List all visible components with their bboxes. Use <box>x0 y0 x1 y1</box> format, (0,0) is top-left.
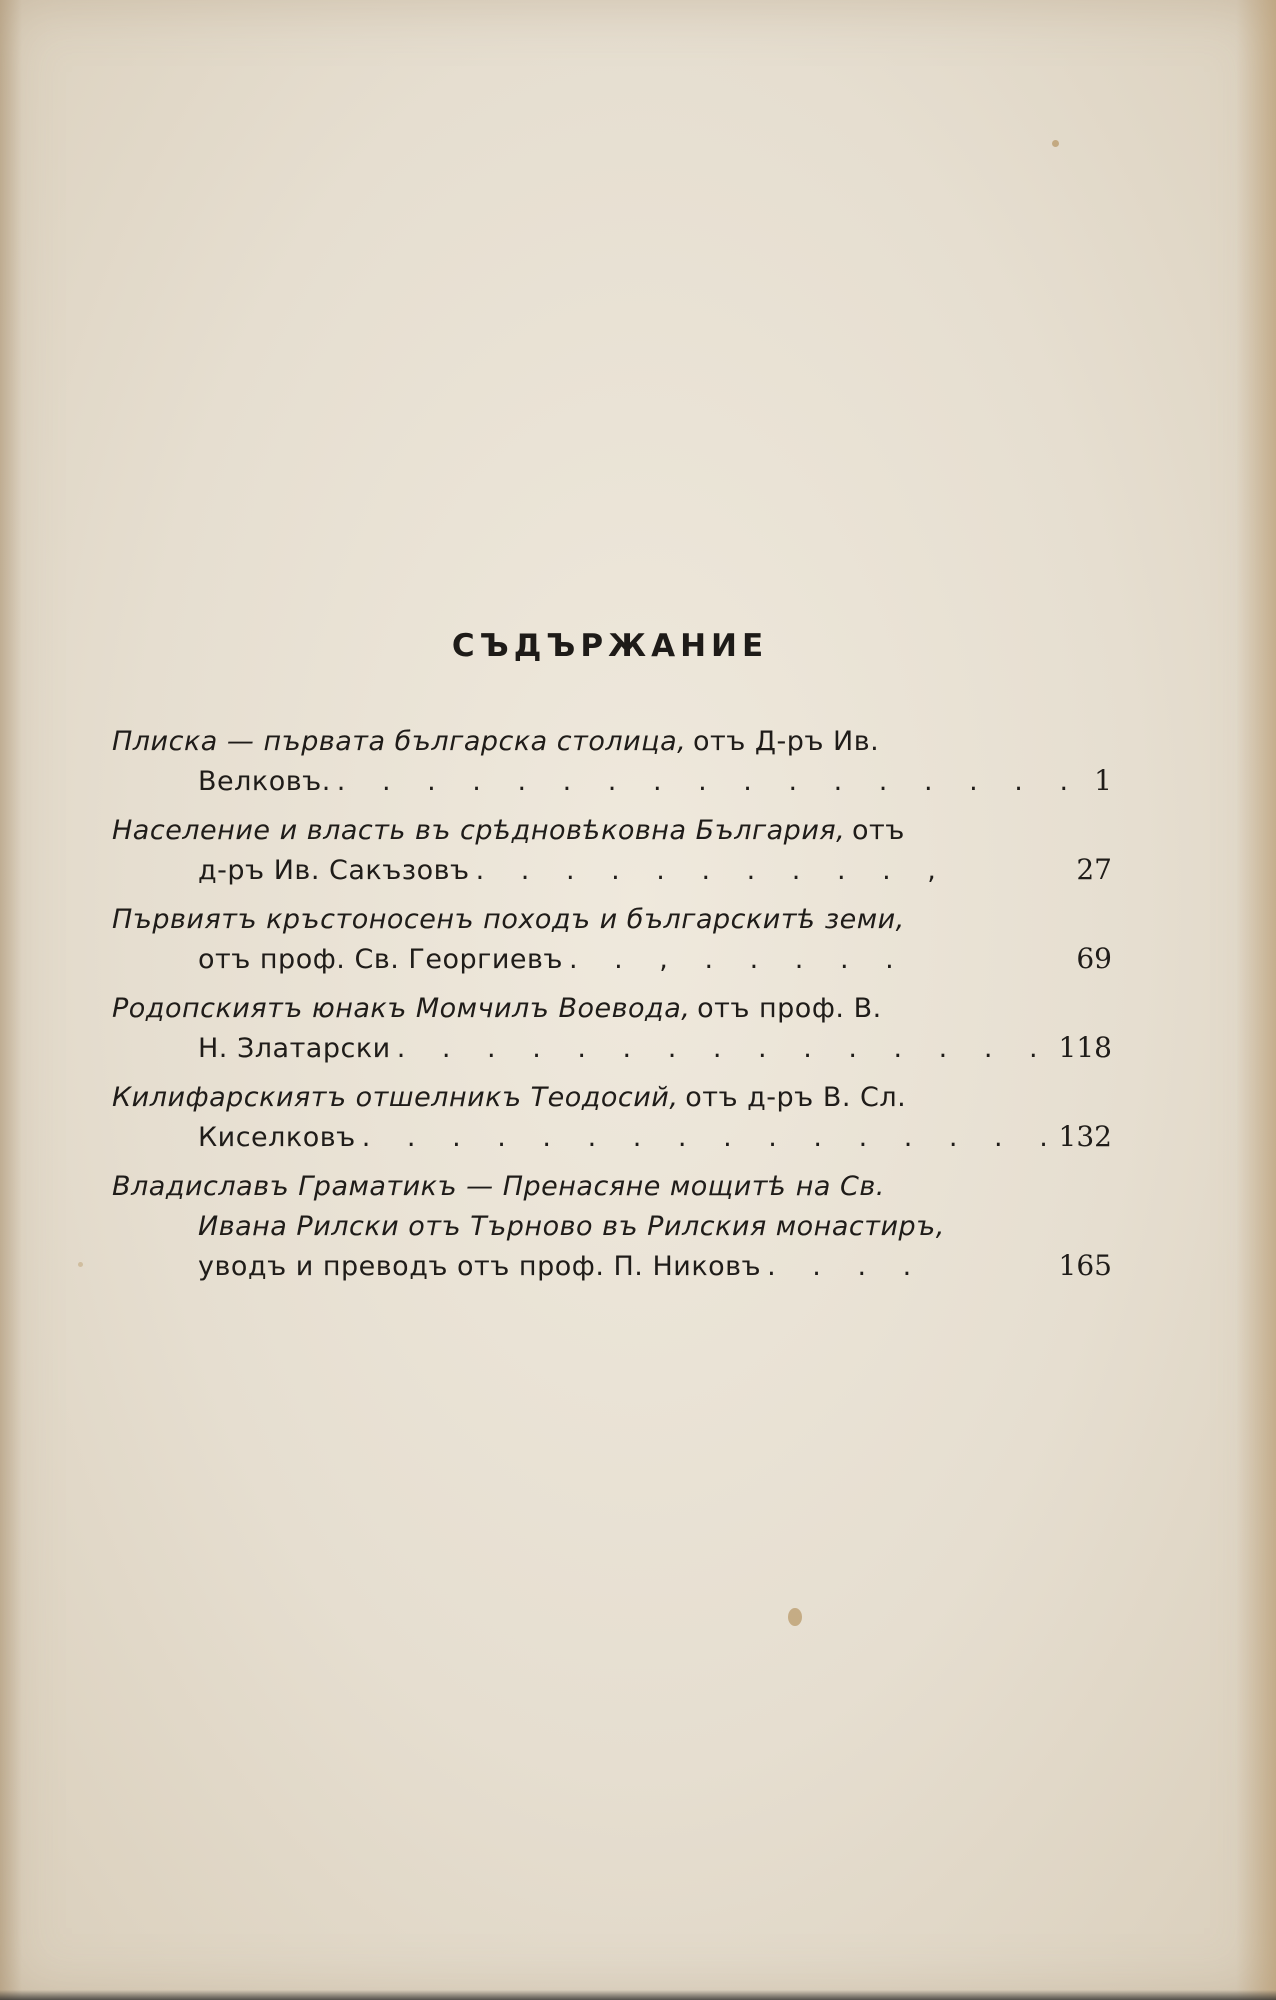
entry-title-cont: Ивана Рилски отъ Търново въ Рилския монастиръ, <box>198 1211 945 1242</box>
paper-spot <box>78 1262 83 1267</box>
leader-dots: . . . . . . . . . . . . . . . . . <box>336 766 1083 797</box>
toc-entry <box>112 722 1112 811</box>
toc-entry <box>112 989 1112 1078</box>
entry-author-cont: Киселковъ <box>198 1122 356 1153</box>
entry-author-cont: Велковъ. <box>198 766 331 797</box>
contents-heading: СЪДЪРЖАНИЕ <box>451 628 769 664</box>
page-bottom-edge <box>0 1990 1276 2000</box>
entry-author-cont: д-ръ Ив. Сакъзовъ <box>198 855 470 886</box>
entry-title: Владиславъ Граматикъ — Пренасяне мощитѣ на Св. <box>112 1171 885 1202</box>
paper-spot <box>1052 140 1059 147</box>
entry-author: отъ <box>851 815 905 846</box>
entry-title: Родопскиятъ юнакъ Момчилъ Воевода, <box>112 993 691 1024</box>
entry-author: отъ д-ръ В. Сл. <box>685 1082 907 1113</box>
entry-author-cont: уводъ и преводъ отъ проф. П. Никовъ <box>198 1251 762 1282</box>
entry-page-number: 118 <box>1058 1031 1112 1064</box>
leader-dots: . . . . . . . . . . , <box>475 855 950 886</box>
leader-dots: . . , . . . . . <box>568 944 908 975</box>
entry-page-number: 165 <box>1058 1249 1112 1282</box>
toc-entry <box>112 900 1112 989</box>
entry-author-cont: Н. Златарски <box>198 1033 391 1064</box>
paper-spot <box>788 1608 802 1626</box>
toc-entry <box>112 811 1112 900</box>
entry-page-number: 1 <box>1094 764 1112 797</box>
table-of-contents <box>112 722 1112 1297</box>
entry-page-number: 69 <box>1076 942 1112 975</box>
entry-title: Население и власть въ срѣдновѣковна България, <box>112 815 846 846</box>
toc-entry <box>112 1078 1112 1167</box>
page-left-edge-shadow <box>0 0 22 2000</box>
page-right-edge-shadow <box>1236 0 1276 2000</box>
leader-dots: . . . . . . . . . . . . . . . <box>396 1033 1052 1064</box>
bleed-through-text <box>320 1838 940 1858</box>
entry-author: отъ Д-ръ Ив. <box>692 726 880 757</box>
entry-author: отъ проф. В. <box>697 993 882 1024</box>
entry-title: Първиятъ кръстоносенъ походъ и българскитѣ земи, <box>112 904 905 935</box>
entry-author-cont: отъ проф. Св. Георгиевъ <box>198 944 563 975</box>
leader-dots: . . . . . . . . . . . . . . . . <box>361 1122 1062 1153</box>
entry-title: Плиска — първата българска столица, <box>112 726 687 757</box>
entry-title: Килифарскиятъ отшелникъ Теодосий, <box>112 1082 679 1113</box>
entry-page-number: 27 <box>1076 853 1112 886</box>
toc-entry <box>112 1167 1112 1297</box>
leader-dots: . . . . <box>767 1251 926 1282</box>
entry-page-number: 132 <box>1058 1120 1112 1153</box>
